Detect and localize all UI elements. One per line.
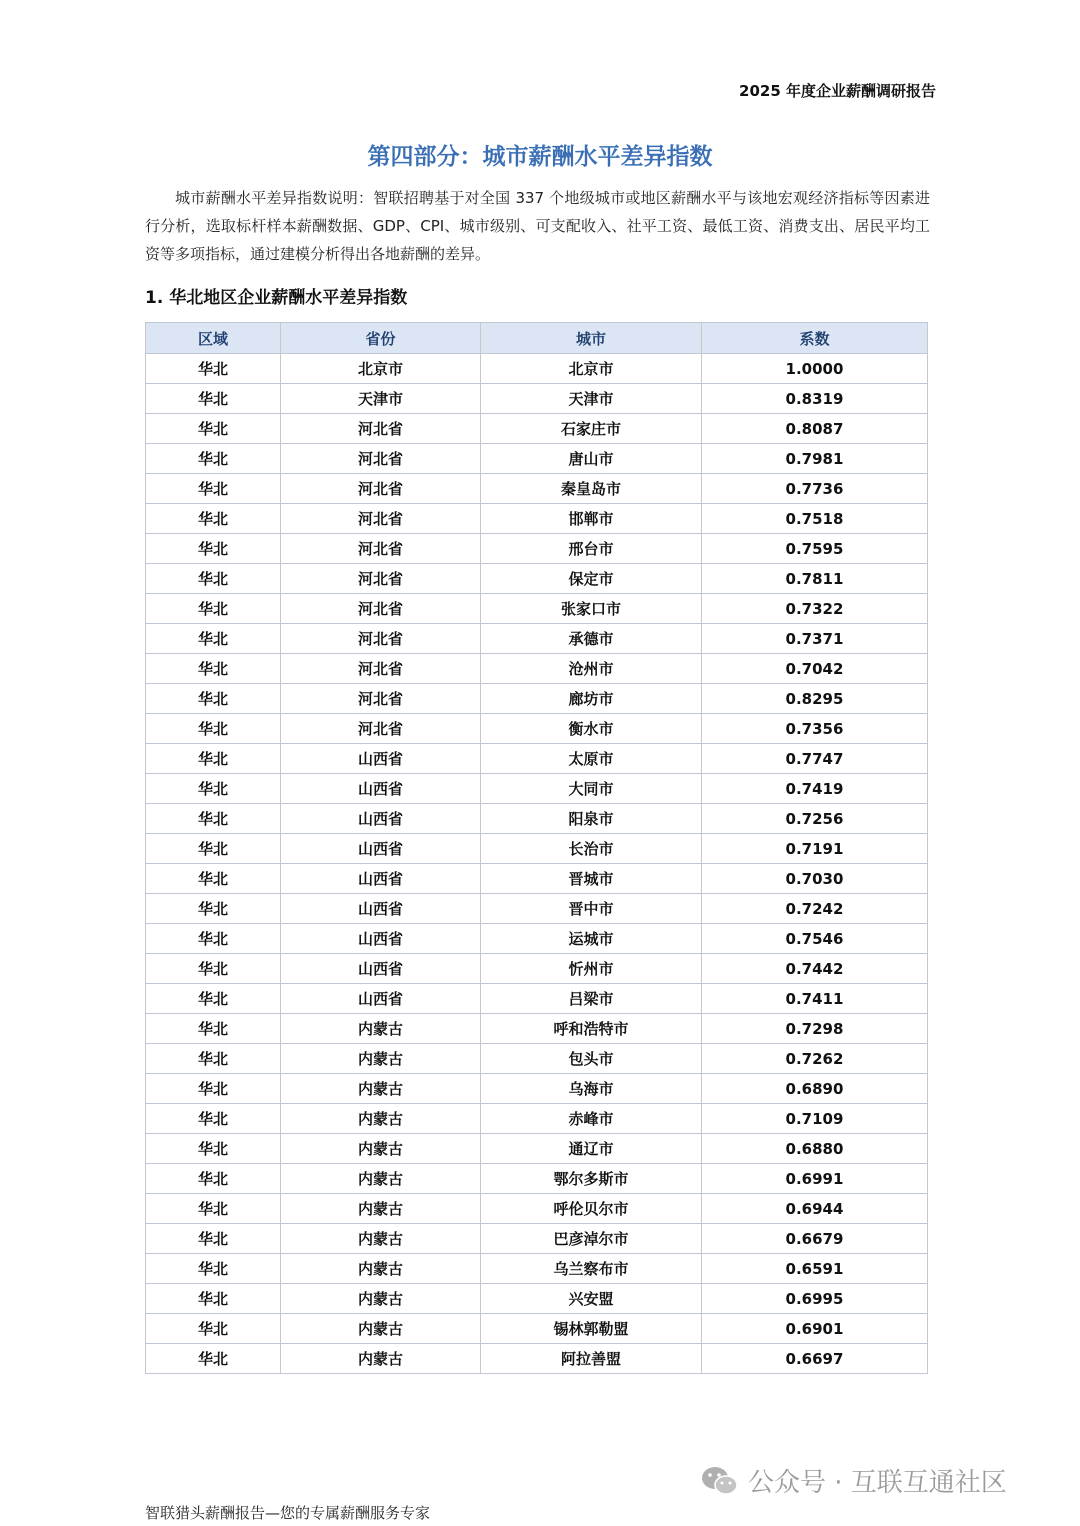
cell-coefficient: 0.6991 xyxy=(702,1164,928,1194)
cell-province: 内蒙古 xyxy=(281,1044,481,1074)
cell-province: 内蒙古 xyxy=(281,1314,481,1344)
cell-coefficient: 0.7811 xyxy=(702,564,928,594)
cell-coefficient: 0.8087 xyxy=(702,414,928,444)
cell-city: 沧州市 xyxy=(481,654,702,684)
cell-region: 华北 xyxy=(146,1014,281,1044)
cell-province: 内蒙古 xyxy=(281,1014,481,1044)
cell-coefficient: 0.7109 xyxy=(702,1104,928,1134)
table-row xyxy=(146,984,928,1014)
table-row xyxy=(146,354,928,384)
section-title: 第四部分：城市薪酬水平差异指数 xyxy=(367,144,713,170)
table-row xyxy=(146,534,928,564)
cell-coefficient: 0.6901 xyxy=(702,1314,928,1344)
table-row xyxy=(146,504,928,534)
cell-city: 鄂尔多斯市 xyxy=(481,1164,702,1194)
cell-coefficient: 0.7322 xyxy=(702,594,928,624)
table-row xyxy=(146,414,928,444)
cell-region: 华北 xyxy=(146,1224,281,1254)
cell-city: 北京市 xyxy=(481,354,702,384)
cell-region: 华北 xyxy=(146,354,281,384)
cell-city: 唐山市 xyxy=(481,444,702,474)
cell-province: 河北省 xyxy=(281,444,481,474)
cell-province: 北京市 xyxy=(281,354,481,384)
cell-region: 华北 xyxy=(146,1074,281,1104)
cell-city: 张家口市 xyxy=(481,594,702,624)
cell-city: 吕梁市 xyxy=(481,984,702,1014)
table-row xyxy=(146,1104,928,1134)
table-header xyxy=(146,323,928,354)
cell-coefficient: 0.8319 xyxy=(702,384,928,414)
cell-city: 大同市 xyxy=(481,774,702,804)
cell-coefficient: 0.6995 xyxy=(702,1284,928,1314)
cell-region: 华北 xyxy=(146,534,281,564)
cell-province: 河北省 xyxy=(281,654,481,684)
cell-city: 石家庄市 xyxy=(481,414,702,444)
cell-coefficient: 0.6880 xyxy=(702,1134,928,1164)
cell-province: 河北省 xyxy=(281,594,481,624)
cell-coefficient: 0.7042 xyxy=(702,654,928,684)
cell-coefficient: 0.7262 xyxy=(702,1044,928,1074)
report-header-title: 2025 年度企业薪酬调研报告 xyxy=(739,82,936,100)
cell-region: 华北 xyxy=(146,1254,281,1284)
cell-city: 邯郸市 xyxy=(481,504,702,534)
cell-coefficient: 0.7411 xyxy=(702,984,928,1014)
cell-coefficient: 0.7442 xyxy=(702,954,928,984)
cell-province: 内蒙古 xyxy=(281,1134,481,1164)
cell-region: 华北 xyxy=(146,564,281,594)
cell-region: 华北 xyxy=(146,444,281,474)
cell-city: 赤峰市 xyxy=(481,1104,702,1134)
cell-region: 华北 xyxy=(146,1164,281,1194)
cell-city: 乌兰察布市 xyxy=(481,1254,702,1284)
cell-region: 华北 xyxy=(146,1044,281,1074)
cell-province: 天津市 xyxy=(281,384,481,414)
table-row xyxy=(146,624,928,654)
cell-region: 华北 xyxy=(146,924,281,954)
cell-coefficient: 0.7595 xyxy=(702,534,928,564)
cell-province: 内蒙古 xyxy=(281,1254,481,1284)
cell-city: 太原市 xyxy=(481,744,702,774)
cell-province: 山西省 xyxy=(281,954,481,984)
cell-city: 阿拉善盟 xyxy=(481,1344,702,1374)
cell-province: 山西省 xyxy=(281,864,481,894)
cell-city: 运城市 xyxy=(481,924,702,954)
cell-province: 山西省 xyxy=(281,924,481,954)
cell-coefficient: 0.7256 xyxy=(702,804,928,834)
cell-province: 内蒙古 xyxy=(281,1074,481,1104)
cell-city: 长治市 xyxy=(481,834,702,864)
cell-province: 河北省 xyxy=(281,564,481,594)
footer-slogan: 智联猎头薪酬报告—您的专属薪酬服务专家 xyxy=(145,1504,431,1522)
table-row xyxy=(146,384,928,414)
cell-province: 山西省 xyxy=(281,984,481,1014)
table-row xyxy=(146,444,928,474)
cell-region: 华北 xyxy=(146,714,281,744)
cell-province: 内蒙古 xyxy=(281,1224,481,1254)
cell-region: 华北 xyxy=(146,1134,281,1164)
table-subheading: 1. 华北地区企业薪酬水平差异指数 xyxy=(145,288,408,308)
wechat-watermark xyxy=(700,1462,1007,1499)
cell-region: 华北 xyxy=(146,624,281,654)
table-row xyxy=(146,1044,928,1074)
cell-province: 河北省 xyxy=(281,414,481,444)
table-row xyxy=(146,954,928,984)
cell-coefficient: 0.7747 xyxy=(702,744,928,774)
cell-province: 内蒙古 xyxy=(281,1104,481,1134)
table-row xyxy=(146,744,928,774)
salary-index-table xyxy=(145,322,928,1374)
cell-city: 晋中市 xyxy=(481,894,702,924)
cell-city: 阳泉市 xyxy=(481,804,702,834)
cell-region: 华北 xyxy=(146,954,281,984)
cell-province: 山西省 xyxy=(281,744,481,774)
column-header-coefficient: 系数 xyxy=(702,323,928,354)
cell-region: 华北 xyxy=(146,654,281,684)
column-header-city: 城市 xyxy=(481,323,702,354)
table-row xyxy=(146,654,928,684)
cell-province: 河北省 xyxy=(281,684,481,714)
table-row xyxy=(146,1194,928,1224)
cell-coefficient: 0.7298 xyxy=(702,1014,928,1044)
cell-city: 乌海市 xyxy=(481,1074,702,1104)
cell-city: 晋城市 xyxy=(481,864,702,894)
cell-province: 内蒙古 xyxy=(281,1194,481,1224)
table-row xyxy=(146,834,928,864)
cell-coefficient: 0.7371 xyxy=(702,624,928,654)
table-row xyxy=(146,1284,928,1314)
cell-city: 承德市 xyxy=(481,624,702,654)
cell-region: 华北 xyxy=(146,414,281,444)
cell-city: 通辽市 xyxy=(481,1134,702,1164)
cell-city: 巴彦淖尔市 xyxy=(481,1224,702,1254)
cell-province: 山西省 xyxy=(281,834,481,864)
cell-coefficient: 0.6679 xyxy=(702,1224,928,1254)
cell-coefficient: 0.7546 xyxy=(702,924,928,954)
cell-coefficient: 0.6697 xyxy=(702,1344,928,1374)
cell-coefficient: 0.7981 xyxy=(702,444,928,474)
cell-city: 呼伦贝尔市 xyxy=(481,1194,702,1224)
cell-region: 华北 xyxy=(146,594,281,624)
cell-coefficient: 0.7356 xyxy=(702,714,928,744)
table-row xyxy=(146,684,928,714)
table-row xyxy=(146,1164,928,1194)
cell-city: 廊坊市 xyxy=(481,684,702,714)
cell-coefficient: 0.7518 xyxy=(702,504,928,534)
cell-city: 衡水市 xyxy=(481,714,702,744)
cell-region: 华北 xyxy=(146,1104,281,1134)
table-row xyxy=(146,804,928,834)
cell-region: 华北 xyxy=(146,684,281,714)
cell-region: 华北 xyxy=(146,834,281,864)
cell-region: 华北 xyxy=(146,1194,281,1224)
table-header-row xyxy=(146,323,928,354)
table-row xyxy=(146,1134,928,1164)
table-body xyxy=(146,354,928,1374)
cell-city: 包头市 xyxy=(481,1044,702,1074)
table-row xyxy=(146,924,928,954)
cell-region: 华北 xyxy=(146,1344,281,1374)
cell-province: 内蒙古 xyxy=(281,1344,481,1374)
table-row xyxy=(146,1074,928,1104)
cell-province: 山西省 xyxy=(281,774,481,804)
table-row xyxy=(146,564,928,594)
cell-coefficient: 0.7242 xyxy=(702,894,928,924)
cell-province: 河北省 xyxy=(281,474,481,504)
cell-region: 华北 xyxy=(146,984,281,1014)
cell-province: 河北省 xyxy=(281,714,481,744)
cell-city: 忻州市 xyxy=(481,954,702,984)
cell-province: 河北省 xyxy=(281,534,481,564)
table-row xyxy=(146,774,928,804)
cell-coefficient: 0.7736 xyxy=(702,474,928,504)
cell-coefficient: 0.7030 xyxy=(702,864,928,894)
cell-coefficient: 0.8295 xyxy=(702,684,928,714)
cell-coefficient: 0.7191 xyxy=(702,834,928,864)
cell-province: 山西省 xyxy=(281,894,481,924)
cell-region: 华北 xyxy=(146,864,281,894)
cell-city: 邢台市 xyxy=(481,534,702,564)
cell-region: 华北 xyxy=(146,474,281,504)
cell-province: 山西省 xyxy=(281,804,481,834)
cell-region: 华北 xyxy=(146,894,281,924)
table-row xyxy=(146,1014,928,1044)
cell-province: 内蒙古 xyxy=(281,1284,481,1314)
cell-coefficient: 0.6944 xyxy=(702,1194,928,1224)
table-row xyxy=(146,474,928,504)
cell-region: 华北 xyxy=(146,1314,281,1344)
watermark-text: 公众号 · 互联互通社区 xyxy=(748,1468,1007,1498)
column-header-region: 区域 xyxy=(146,323,281,354)
cell-city: 秦皇岛市 xyxy=(481,474,702,504)
cell-city: 呼和浩特市 xyxy=(481,1014,702,1044)
cell-region: 华北 xyxy=(146,384,281,414)
cell-coefficient: 1.0000 xyxy=(702,354,928,384)
intro-paragraph: 城市薪酬水平差异指数说明：智联招聘基于对全国 337 个地级城市或地区薪酬水平与该地宏观经济指标等因素进行分析，选取标杆样本薪酬数据、GDP、CPI、城市级别、可支配收入、社平工资、最低工资、消费支出、居民平均工资等多项指标，通过建模分析得出各地薪酬的差异。 xyxy=(145,189,930,263)
table-row xyxy=(146,1224,928,1254)
cell-province: 河北省 xyxy=(281,504,481,534)
cell-city: 兴安盟 xyxy=(481,1284,702,1314)
cell-region: 华北 xyxy=(146,1284,281,1314)
cell-city: 锡林郭勒盟 xyxy=(481,1314,702,1344)
cell-city: 天津市 xyxy=(481,384,702,414)
table-row xyxy=(146,594,928,624)
table-row xyxy=(146,1314,928,1344)
table-row xyxy=(146,864,928,894)
cell-coefficient: 0.6591 xyxy=(702,1254,928,1284)
cell-region: 华北 xyxy=(146,774,281,804)
table-row xyxy=(146,1344,928,1374)
cell-coefficient: 0.7419 xyxy=(702,774,928,804)
cell-province: 河北省 xyxy=(281,624,481,654)
wechat-icon xyxy=(700,1465,740,1497)
cell-province: 内蒙古 xyxy=(281,1164,481,1194)
cell-region: 华北 xyxy=(146,804,281,834)
cell-region: 华北 xyxy=(146,744,281,774)
table-row xyxy=(146,714,928,744)
salary-index-table-container xyxy=(145,322,927,1374)
column-header-province: 省份 xyxy=(281,323,481,354)
cell-coefficient: 0.6890 xyxy=(702,1074,928,1104)
cell-city: 保定市 xyxy=(481,564,702,594)
table-row xyxy=(146,894,928,924)
table-row xyxy=(146,1254,928,1284)
cell-region: 华北 xyxy=(146,504,281,534)
